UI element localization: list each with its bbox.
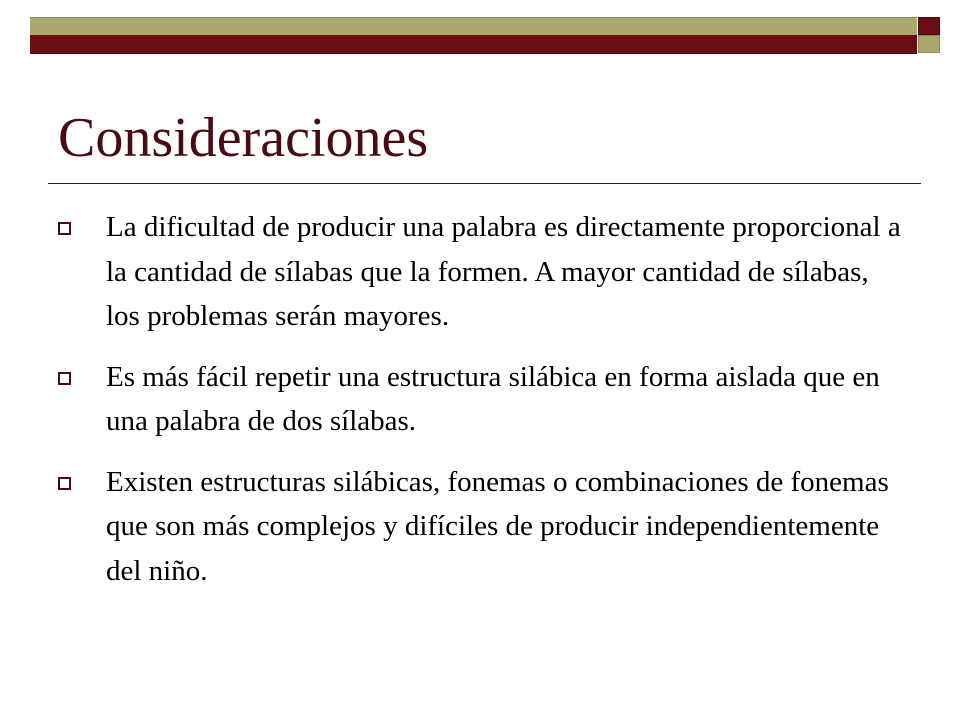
bullet-text: La dificultad de producir una palabra es directamente proporcional a la cantidad de sílabas que la formen. A mayor cantidad de sílabas, los problemas serán mayores. [106, 211, 901, 332]
title-divider [48, 183, 921, 184]
bullet-text: Existen estructuras silábicas, fonemas o combinaciones de fonemas que son más complejos y difíciles de producir independientemente del niño. [106, 465, 889, 587]
corner-square-olive [918, 35, 940, 53]
hollow-square-icon [58, 372, 71, 385]
slide-title: Consideraciones [58, 107, 429, 169]
corner-square-maroon [918, 17, 940, 35]
bullet-text: Es más fácil repetir una estructura silábica en forma aislada que en una palabra de dos sílabas. [106, 360, 880, 437]
bullet-item [58, 205, 908, 339]
bullet-item [58, 460, 908, 594]
header-bar-maroon [30, 35, 917, 54]
header-bar-olive [30, 17, 917, 36]
hollow-square-icon [58, 477, 71, 490]
bullet-item [58, 355, 908, 444]
bullet-list [58, 205, 908, 609]
hollow-square-icon [58, 222, 71, 235]
